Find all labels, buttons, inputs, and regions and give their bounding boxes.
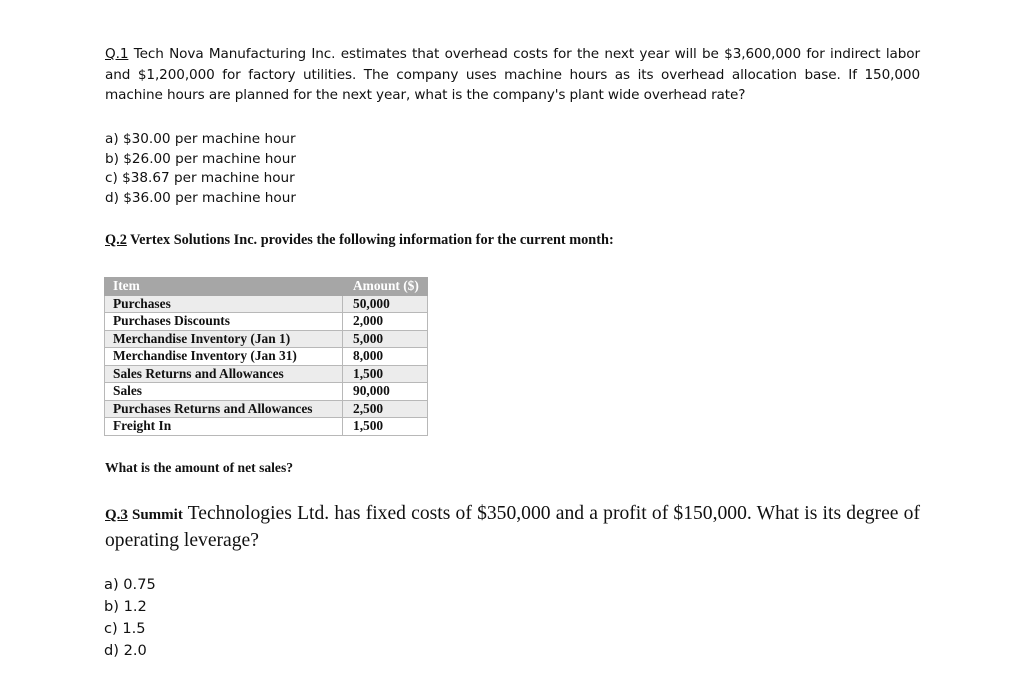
question-3-option-b: b) 1.2 [104,598,147,615]
question-2-prompt: What is the amount of net sales? [105,460,294,475]
question-3-options [104,574,156,662]
question-3-lead: Summit [127,507,183,523]
question-3-option-a: a) 0.75 [104,576,156,593]
table-row [105,295,428,313]
table-cell-item: Merchandise Inventory (Jan 1) [105,330,343,348]
table-cell-amount: 2,000 [343,313,428,331]
question-1-number: Q.1 [105,46,129,62]
table-row [105,400,428,418]
question-3-option-d: d) 2.0 [104,642,147,659]
table-cell-item: Purchases [105,295,343,313]
table-cell-item: Merchandise Inventory (Jan 31) [105,348,343,366]
question-1-option-c: c) $38.67 per machine hour [105,170,295,187]
question-3-option-c: c) 1.5 [104,620,146,637]
table-cell-amount: 90,000 [343,383,428,401]
table-cell-amount: 50,000 [343,295,428,313]
table-header-item: Item [105,278,343,296]
question-3 [105,501,920,553]
table-row [105,348,428,366]
table-header-row [105,278,428,296]
question-2-number: Q.2 [105,232,127,248]
table-cell-amount: 8,000 [343,348,428,366]
question-3-number: Q.3 [105,507,128,523]
table-cell-item: Purchases Returns and Allowances [105,400,343,418]
table-cell-item: Sales Returns and Allowances [105,365,343,383]
table-row [105,313,428,331]
table-cell-amount: 1,500 [343,418,428,436]
table-row [105,330,428,348]
question-1-option-d: d) $36.00 per machine hour [105,189,296,206]
table-cell-item: Freight In [105,418,343,436]
question-1-options [105,130,296,208]
question-3-text: Technologies Ltd. has fixed costs of $350,000 and a profit of $150,000. What is its degree of operating leverage? [105,503,921,551]
question-1-option-b: b) $26.00 per machine hour [105,150,296,167]
table-header-amount: Amount ($) [343,278,428,296]
question-1 [105,44,920,106]
question-1-text: Tech Nova Manufacturing Inc. estimates that overhead costs for the next year will be $3,600,000 for indirect labor and $1,200,000 for factory utilities. The company uses machine hours as its overhead allocation base. If 150,000 machine hours are planned for the next year, what is the company's plant wide overhead rate? [105,46,920,103]
question-2-text: Vertex Solutions Inc. provides the following information for the current month: [126,232,614,248]
table-cell-amount: 2,500 [343,400,428,418]
table-cell-amount: 5,000 [343,330,428,348]
question-2 [105,232,614,249]
table-cell-amount: 1,500 [343,365,428,383]
table-row [105,365,428,383]
question-1-option-a: a) $30.00 per machine hour [105,131,296,147]
table-cell-item: Purchases Discounts [105,313,343,331]
table-cell-item: Sales [105,383,343,401]
table-row [105,418,428,436]
inventory-table [104,277,428,436]
table-row [105,383,428,401]
